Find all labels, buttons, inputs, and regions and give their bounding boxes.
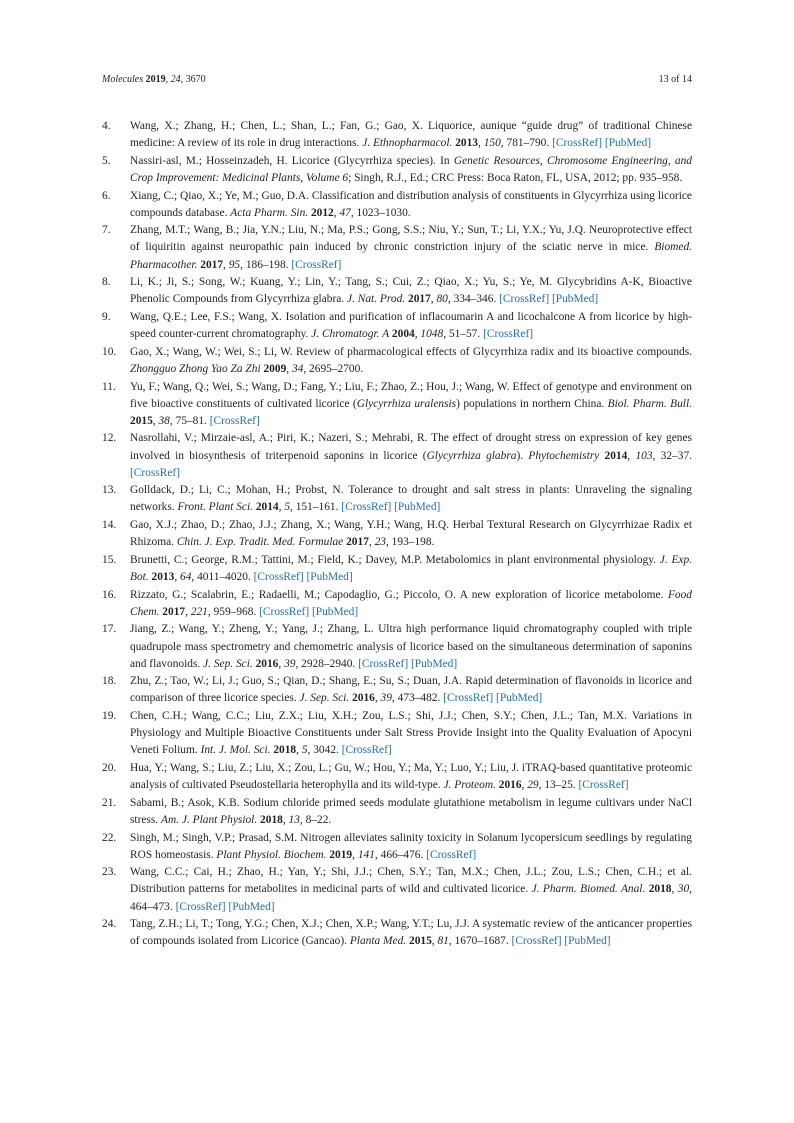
- reference-item: [102, 379, 692, 430]
- reference-text: Nassiri-asl, M.; Hosseinzadeh, H. Licorice (Glycyrrhiza species). In: [130, 154, 454, 167]
- reference-italic-text: Biol. Pharm. Bull.: [607, 397, 692, 410]
- reference-number: 24.: [102, 918, 117, 931]
- reference-year: 2015: [130, 414, 153, 427]
- reference-italic-text: Glycyrrhiza uralensis: [356, 397, 457, 410]
- pubmed-link[interactable]: [PubMed]: [311, 605, 359, 618]
- reference-text: ,: [333, 206, 340, 219]
- reference-item: [102, 673, 692, 707]
- reference-text: , 334–346.: [447, 293, 500, 306]
- reference-text: , 3042.: [307, 744, 342, 757]
- reference-list: [102, 118, 692, 951]
- reference-italic-text: 47: [339, 206, 351, 219]
- reference-italic-text: J. Nat. Prod.: [347, 293, 406, 306]
- reference-text: , 464–473.: [130, 883, 692, 913]
- reference-number: 9.: [102, 311, 111, 323]
- reference-number: 18.: [102, 675, 117, 688]
- reference-year: 2016: [255, 657, 279, 670]
- reference-italic-text: J. Pharm. Biomed. Anal.: [531, 883, 646, 896]
- reference-italic-text: 221: [190, 605, 208, 618]
- reference-italic-text: 81: [437, 935, 449, 948]
- crossref-link[interactable]: [CrossRef]: [259, 605, 310, 618]
- reference-item: [102, 118, 692, 152]
- reference-year: 2009: [263, 362, 287, 375]
- pubmed-link[interactable]: [PubMed]: [410, 657, 458, 670]
- page-header: [102, 73, 692, 87]
- reference-text: ,: [430, 293, 437, 306]
- reference-year: 2015: [409, 935, 432, 948]
- reference-number: 10.: [102, 345, 117, 358]
- reference-text: , 781–790.: [500, 137, 553, 150]
- reference-italic-text: 29: [527, 779, 539, 792]
- reference-text: , 32–37.: [652, 449, 692, 462]
- reference-year: 2017: [200, 258, 224, 271]
- article-number: 3670: [185, 74, 206, 85]
- reference-text: , 13–25.: [538, 779, 579, 792]
- reference-text: Wang, Q.E.; Lee, F.S.; Wang, X. Isolation and purification of inflacoumarin A and licochalcone A from licorice by high-speed counter-current chromatography.: [130, 311, 692, 341]
- reference-italic-text: 80: [436, 293, 448, 306]
- reference-text: ,: [671, 883, 678, 896]
- reference-italic-text: 95: [228, 258, 241, 271]
- crossref-link[interactable]: [CrossRef]: [209, 414, 260, 427]
- reference-number: 20.: [102, 761, 117, 774]
- crossref-link[interactable]: [CrossRef]: [443, 692, 494, 705]
- reference-italic-text: J. Sep. Sci.: [203, 657, 253, 670]
- reference-text: , 473–482.: [391, 692, 444, 705]
- reference-italic-text: J. Chromatogr. A: [311, 328, 390, 341]
- reference-item: [102, 309, 692, 343]
- reference-item: [102, 153, 692, 187]
- pubmed-link[interactable]: [PubMed]: [228, 900, 275, 913]
- reference-year: 2018: [648, 883, 672, 896]
- reference-text: , 151–161.: [290, 501, 342, 514]
- reference-italic-text: 1048: [420, 328, 444, 341]
- reference-year: 2019: [329, 848, 353, 861]
- reference-text: ,: [431, 935, 438, 948]
- journal-year: 2019: [145, 74, 166, 85]
- reference-text: , 1023–1030.: [350, 206, 411, 219]
- reference-italic-text: J. Proteom.: [443, 779, 496, 792]
- reference-number: 22.: [102, 831, 117, 844]
- reference-item: [102, 587, 692, 621]
- reference-text: ,: [223, 258, 229, 271]
- pubmed-link[interactable]: [PubMed]: [394, 501, 441, 514]
- reference-italic-text: J. Ethnopharmacol.: [362, 137, 453, 150]
- reference-text: ; Singh, R.J., Ed.; CRC Press: Boca Raton, FL, USA, 2012; pp. 935–958.: [348, 171, 683, 184]
- reference-italic-text: 34: [291, 362, 304, 375]
- reference-text: Sabami, B.; Asok, K.B. Sodium chloride primed seeds modulate glutathione metabolism in legume cultivars under NaCl stress.: [130, 796, 692, 826]
- reference-text: , 466–476.: [374, 848, 427, 861]
- crossref-link[interactable]: [CrossRef]: [552, 137, 603, 150]
- reference-text: , 8–22.: [299, 813, 332, 826]
- reference-item: [102, 830, 692, 864]
- reference-text: Nasrollahi, V.; Mirzaie-asl, A.; Piri, K.; Nazeri, S.; Mehrabi, R. The effect of drought stress on expression of key genes involved in biosynthesis of triterpenoid saponins in licorice (: [130, 432, 692, 462]
- reference-text: Tang, Z.H.; Li, T.; Tong, Y.G.; Chen, X.J.; Chen, X.P.; Wang, Y.T.; Lu, J.J. A systematic review of the anticancer properties of compounds isolated from Licorice (Gancao).: [130, 918, 692, 948]
- reference-year: 2016: [498, 779, 522, 792]
- crossref-link[interactable]: [CrossRef]: [499, 293, 550, 306]
- reference-number: 19.: [102, 710, 117, 723]
- reference-italic-text: 5: [301, 744, 308, 757]
- reference-text: , 4011–4020.: [191, 570, 254, 583]
- reference-text: Zhang, M.T.; Wang, B.; Jia, Y.N.; Liu, N.; Ma, P.S.; Gong, S.S.; Niu, Y.; Sun, T.; Li, Y.X.; Yu, J.Q. Neuroprotective effect of liquiritin against neuropathic pain induced by chronic constriction injury of the sciatic nerve in mice.: [130, 224, 692, 254]
- crossref-link[interactable]: [CrossRef]: [483, 328, 534, 341]
- crossref-link[interactable]: [CrossRef]: [358, 657, 409, 670]
- reference-text: , 51–57.: [443, 328, 484, 341]
- reference-number: 5.: [102, 154, 111, 167]
- reference-year: 2016: [352, 692, 375, 705]
- reference-year: 2017: [162, 605, 186, 618]
- reference-item: [102, 552, 692, 586]
- reference-text: Zhu, Z.; Tao, W.; Li, J.; Guo, S.; Qian, D.; Shang, E.; Su, S.; Duan, J.A. Rapid determination of flavonoids in licorice and comparison of three licorice species.: [130, 675, 692, 705]
- reference-item: [102, 621, 692, 672]
- reference-number: 13.: [102, 484, 117, 497]
- reference-number: 14.: [102, 519, 117, 532]
- reference-item: [102, 222, 692, 273]
- reference-year: 2018: [260, 813, 283, 826]
- reference-item: [102, 430, 692, 481]
- reference-italic-text: J. Sep. Sci.: [299, 692, 350, 705]
- reference-italic-text: Zhongguo Zhong Yao Za Zhi: [130, 362, 261, 375]
- reference-text: ,: [627, 449, 636, 462]
- reference-italic-text: Planta Med.: [349, 935, 407, 948]
- reference-italic-text: 30: [677, 883, 690, 896]
- reference-text: Wang, C.C.; Cai, H.; Zhao, H.; Yan, Y.; Shi, J.J.; Chen, S.Y.; Tan, M.X.; Chen, J.L.; Zou, L.S.; Chen, C.H.; et al. Distribution patterns for metabolites in medicinal parts of wild and cultivated licorice.: [130, 866, 692, 896]
- crossref-link[interactable]: [CrossRef]: [175, 900, 226, 913]
- reference-text: ,: [352, 848, 358, 861]
- pubmed-link[interactable]: [PubMed]: [306, 570, 353, 583]
- reference-text: ,: [478, 137, 484, 150]
- reference-italic-text: Food Chem.: [130, 588, 692, 618]
- pubmed-link[interactable]: [PubMed]: [604, 137, 652, 150]
- reference-italic-text: Chin. J. Exp. Tradit. Med. Formulae: [176, 536, 344, 549]
- reference-text: ,: [296, 744, 302, 757]
- reference-italic-text: Int. J. Mol. Sci.: [200, 744, 271, 757]
- reference-italic-text: 39: [380, 692, 392, 705]
- reference-item: [102, 916, 692, 950]
- reference-year: 2014: [604, 449, 628, 462]
- reference-text: ,: [521, 779, 528, 792]
- pubmed-link[interactable]: [PubMed]: [564, 935, 611, 948]
- reference-year: 2013: [455, 137, 478, 150]
- reference-item: [102, 864, 692, 915]
- reference-italic-text: Genetic Resources, Chromosome Engineering, and Crop Improvement: Medicinal Plants, Volume 6: [130, 154, 692, 184]
- reference-text: Gao, X.; Wang, W.; Wei, S.; Li, W. Review of pharmacological effects of Glycyrrhiza radix and its bioactive compounds.: [130, 345, 692, 358]
- reference-item: [102, 708, 692, 759]
- crossref-link[interactable]: [CrossRef]: [341, 744, 392, 757]
- reference-italic-text: Acta Pharm. Sin.: [230, 206, 309, 219]
- reference-italic-text: Glycyrrhiza glabra: [426, 449, 517, 462]
- reference-italic-text: Biomed. Pharmacother.: [130, 241, 692, 271]
- reference-text: ,: [286, 362, 292, 375]
- reference-text: , 186–198.: [240, 258, 292, 271]
- pubmed-link[interactable]: [PubMed]: [551, 293, 599, 306]
- reference-item: [102, 482, 692, 516]
- reference-number: 6.: [102, 189, 111, 202]
- reference-year: 2017: [408, 293, 431, 306]
- reference-item: [102, 274, 692, 308]
- reference-year: 2018: [273, 744, 297, 757]
- reference-number: 7.: [102, 224, 111, 237]
- reference-item: [102, 344, 692, 378]
- reference-year: 2014: [255, 501, 279, 514]
- reference-italic-text: 5: [284, 501, 291, 514]
- crossref-link[interactable]: [CrossRef]: [130, 466, 180, 479]
- reference-text: ,: [282, 813, 289, 826]
- reference-item: [102, 188, 692, 222]
- reference-number: 11.: [102, 380, 116, 393]
- reference-text: Li, K.; Ji, S.; Song, W.; Kuang, Y.; Lin, Y.; Tang, S.; Cui, Z.; Qiao, X.; Yu, S.; Ye, M. Glycybridins A-K, Bioactive Phenolic Compounds from Glycyrrhiza glabra.: [130, 276, 692, 306]
- reference-text: ,: [368, 536, 375, 549]
- reference-text: Wang, X.; Zhang, H.; Chen, L.; Shan, L.; Fan, G.; Gao, X. Liquorice, aunique “guide drug” of traditional Chinese medicine: A review of its role in drug interactions.: [130, 120, 692, 150]
- reference-number: 15.: [102, 553, 117, 566]
- reference-text: Jiang, Z.; Wang, Y.; Zheng, Y.; Yang, J.; Zhang, L. Ultra high performance liquid chromatography coupled with triple quadrupole mass spectrometry and chemometric analysis of licorice based on the simultaneous determination of saponins and flavonoids.: [130, 623, 692, 670]
- reference-italic-text: Phytochemistry: [528, 449, 600, 462]
- reference-text: , 75–81.: [169, 414, 210, 427]
- reference-text: ,: [278, 501, 285, 514]
- reference-text: , 193–198.: [385, 536, 435, 549]
- reference-year: 2017: [346, 536, 369, 549]
- reference-text: Yu, F.; Wang, Q.; Wei, S.; Wang, D.; Fang, Y.; Liu, F.; Zhao, Z.; Hou, J.; Wang, W. Effect of genotype and environment on five bioactive constituents of cultivated licorice (: [130, 380, 692, 410]
- reference-number: 16.: [102, 588, 117, 601]
- reference-italic-text: 23: [374, 536, 386, 549]
- crossref-link[interactable]: [CrossRef]: [578, 779, 629, 792]
- reference-text: ,: [374, 692, 381, 705]
- reference-item: [102, 795, 692, 829]
- journal-name: Molecules: [102, 74, 144, 85]
- crossref-link[interactable]: [CrossRef]: [291, 258, 342, 271]
- reference-italic-text: Front. Plant Sci.: [177, 501, 253, 514]
- journal-citation: Molecules 2019, 24, 3670: [102, 74, 206, 85]
- reference-text: ,: [414, 328, 421, 341]
- reference-number: 4.: [102, 120, 111, 132]
- reference-text: , 959–968.: [207, 605, 260, 618]
- reference-text: ,: [185, 605, 191, 618]
- reference-text: ,: [152, 414, 159, 427]
- crossref-link[interactable]: [CrossRef]: [253, 570, 304, 583]
- reference-text: ).: [516, 449, 529, 462]
- reference-italic-text: 141: [357, 848, 375, 861]
- reference-number: 12.: [102, 432, 117, 445]
- reference-italic-text: J. Exp. Bot.: [130, 553, 692, 583]
- reference-italic-text: 64: [180, 570, 192, 583]
- pubmed-link[interactable]: [PubMed]: [496, 692, 543, 705]
- reference-number: 23.: [102, 866, 117, 879]
- reference-italic-text: 39: [284, 657, 296, 670]
- reference-text: Brunetti, C.; George, R.M.; Tattini, M.; Field, K.; Davey, M.P. Metabolomics in plant environmental physiology.: [130, 553, 660, 566]
- crossref-link[interactable]: [CrossRef]: [341, 501, 392, 514]
- reference-number: 17.: [102, 623, 117, 636]
- reference-text: Gao, X.J.; Zhao, D.; Zhao, J.J.; Zhang, X.; Wang, Y.H.; Wang, H.Q. Herbal Textural Research on Glycyrrhizae Radix et Rhizoma.: [130, 519, 692, 549]
- page-number: 13 of 14: [658, 74, 692, 85]
- reference-text: Rizzato, G.; Scalabrin, E.; Radaelli, M.; Capodaglio, G.; Piccolo, O. A new exploration of licorice metabolome.: [130, 588, 668, 601]
- crossref-link[interactable]: [CrossRef]: [426, 848, 477, 861]
- reference-text: ) populations in northern China.: [456, 397, 608, 410]
- reference-year: 2004: [391, 328, 415, 341]
- reference-text: Xiang, C.; Qiao, X.; Ye, M.; Guo, D.A. Classification and distribution analysis of constituents in Glycyrrhiza using licorice compounds database.: [130, 189, 692, 219]
- reference-text: ,: [174, 570, 181, 583]
- reference-item: [102, 517, 692, 551]
- reference-text: Hua, Y.; Wang, S.; Liu, Z.; Liu, X.; Zou, L.; Gu, W.; Hou, Y.; Ma, Y.; Luo, Y.; Liu, J. iTRAQ-based quantitative proteomic analysis of cultivated Pseudostellaria heterophylla and its wild-type.: [130, 761, 692, 792]
- reference-year: 2013: [151, 570, 175, 583]
- reference-number: 21.: [102, 796, 117, 809]
- crossref-link[interactable]: [CrossRef]: [511, 935, 562, 948]
- journal-volume: 24: [170, 74, 181, 85]
- reference-italic-text: 103: [635, 449, 653, 462]
- reference-text: Chen, C.H.; Wang, C.C.; Liu, Z.X.; Liu, X.H.; Zou, L.S.; Shi, J.J.; Chen, S.Y.; Chen, J.L.; Tan, M.X. Variations in Physiology and Multiple Bioactive Constituents under Salt Stress Provide Insight into the Quality Evaluation of Apocyni Veneti Folium.: [130, 710, 692, 757]
- reference-text: Golldack, D.; Li, C.; Mohan, H.; Probst, N. Tolerance to drought and salt stress in plants: Unraveling the signaling networks.: [130, 484, 692, 514]
- reference-italic-text: 150: [483, 137, 501, 150]
- reference-number: 8.: [102, 276, 111, 289]
- reference-italic-text: 13: [288, 813, 300, 826]
- reference-italic-text: Am. J. Plant Physiol.: [161, 813, 258, 826]
- reference-text: Singh, M.; Singh, V.P.; Prasad, S.M. Nitrogen alleviates salinity toxicity in Solanum lycopersicum seedlings by regulating ROS homeostasis.: [130, 831, 692, 861]
- reference-text: , 2695–2700.: [303, 362, 364, 375]
- reference-text: , 2928–2940.: [295, 657, 359, 670]
- reference-text: , 1670–1687.: [448, 935, 512, 948]
- reference-text: ,: [278, 657, 285, 670]
- reference-italic-text: Plant Physiol. Biochem.: [216, 848, 327, 861]
- reference-item: [102, 760, 692, 794]
- reference-italic-text: 38: [158, 414, 170, 427]
- reference-year: 2012: [310, 206, 334, 219]
